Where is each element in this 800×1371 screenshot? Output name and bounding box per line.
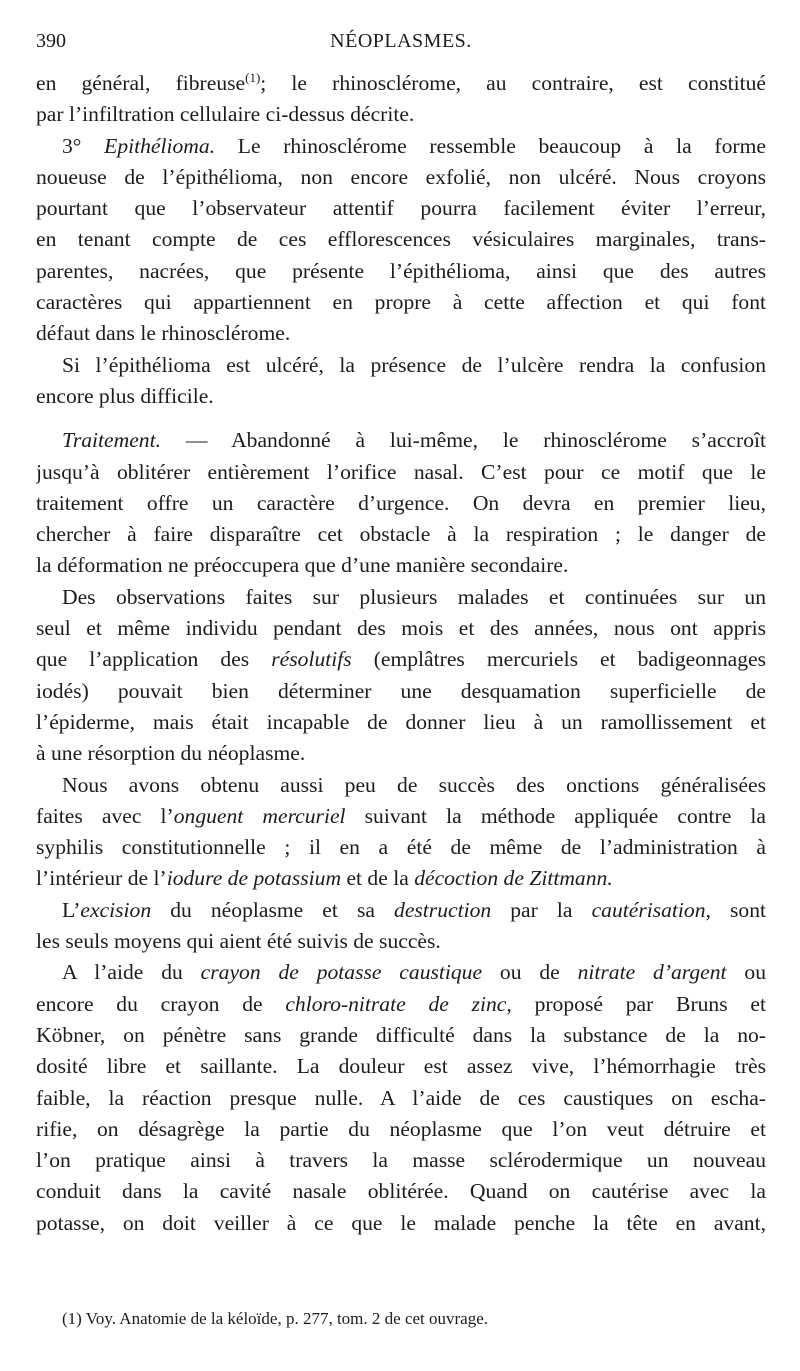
- text-line: à une résorption du néoplasme.: [36, 741, 306, 766]
- text-run: ou: [726, 960, 766, 985]
- text-run: l’intérieur de l’: [36, 866, 167, 891]
- text-line: la déformation ne préoccupera que d’une manière secondaire.: [36, 553, 569, 578]
- text-line: syphilis constitutionnelle ; il en a été de même de l’administration à: [36, 835, 766, 860]
- italic-text: crayon de potasse caustique: [200, 960, 483, 985]
- text-line: Si l’épithélioma est ulcéré, la présence de l’ulcère rendra la confusion: [62, 352, 766, 377]
- text-line: seul et même individu pendant des mois et des années, nous ont appris: [36, 616, 766, 641]
- text-run: 3°: [62, 133, 105, 158]
- italic-text: cautérisation,: [591, 897, 711, 922]
- text-line: pourtant que l’observateur attentif pourra facilement éviter l’erreur,: [36, 196, 766, 221]
- italic-text: iodure de potassium: [166, 866, 342, 891]
- text-line: [36, 425, 766, 456]
- text-line: potasse, on doit veiller à ce que le malade penche la tête en avant,: [36, 1210, 766, 1235]
- text-line: Des observations faites sur plusieurs malades et continuées sur un: [62, 584, 766, 609]
- paragraph-excision: [36, 895, 766, 958]
- text-line: encore plus difficile.: [36, 383, 214, 408]
- paragraph-onctions: [36, 770, 766, 895]
- italic-text: excision: [80, 897, 152, 922]
- italic-text: destruction: [394, 897, 492, 922]
- paragraph-observations: [36, 582, 766, 770]
- text-line: conduit dans la cavité nasale oblitérée. Quand on cautérise avec la: [36, 1179, 766, 1204]
- text-line: caractères qui appartiennent en propre à cette affection et qui font: [36, 290, 766, 315]
- italic-text: résolutifs: [271, 647, 352, 672]
- text-line: les seuls moyens qui aient été suivis de succès.: [36, 929, 441, 954]
- text-run: en général, fibreuse: [36, 71, 246, 95]
- text-line: l’on pratique ainsi à travers la masse sclérodermique un nouveau: [36, 1148, 766, 1173]
- text-run: du néoplasme et sa: [151, 897, 395, 922]
- text-line: chercher à faire disparaître cet obstacle à la respiration ; le danger de: [36, 522, 766, 547]
- text-line: défaut dans le rhinosclérome.: [36, 321, 291, 346]
- text-line: faible, la réaction presque nulle. A l’aide de ces caustiques on escha-: [36, 1085, 766, 1110]
- text-line: iodés) pouvait bien déterminer une desquamation superficielle de: [36, 678, 766, 703]
- text-line: [36, 863, 766, 894]
- text-run: A l’aide du: [62, 960, 201, 985]
- paragraph-differential-fibroma: [36, 68, 766, 131]
- italic-text: onguent mercuriel: [173, 803, 346, 828]
- text-run: L’: [62, 897, 81, 922]
- footnote: (1) Voy. Anatomie de la kéloïde, p. 277, tom. 2 de cet ouvrage.: [62, 1309, 489, 1328]
- text-run: par la: [491, 897, 592, 922]
- text-line: par l’infiltration cellulaire ci-dessus décrite.: [36, 102, 415, 127]
- paragraph-ulcerated: [36, 350, 766, 413]
- italic-text: chloro-nitrate de zinc,: [285, 991, 512, 1016]
- text-run: (emplâtres mercuriels et badigeonnages: [351, 647, 766, 672]
- text-run: sont: [710, 897, 766, 922]
- text-line: [36, 801, 766, 832]
- text-line: noueuse de l’épithélioma, non encore exfolié, non ulcéré. Nous croyons: [36, 164, 766, 189]
- text-line: parentes, nacrées, que présente l’épithélioma, ainsi que des autres: [36, 258, 766, 283]
- text-line: [36, 957, 766, 988]
- text-line: l’épiderme, mais était incapable de donner lieu à un ramollissement et: [36, 709, 766, 734]
- paragraph-epithelioma: [36, 131, 766, 350]
- text-line: Köbner, on pénètre sans grande difficulté dans la substance de la no-: [36, 1022, 766, 1047]
- text-run: que l’application des: [36, 647, 272, 672]
- page-body: [36, 68, 766, 1239]
- text-run: ; le rhinosclérome, au contraire, est constitué: [260, 71, 766, 95]
- text-line: [36, 68, 766, 99]
- footnote-ref[interactable]: (1): [245, 69, 261, 85]
- paragraph-caustics: [36, 957, 766, 1239]
- page-number: 390: [36, 30, 66, 52]
- text-line: en tenant compte de ces efflorescences vésiculaires marginales, trans-: [36, 227, 766, 252]
- text-line: jusqu’à oblitérer entièrement l’orifice nasal. C’est pour ce motif que le: [36, 459, 766, 484]
- page-header: [36, 30, 766, 60]
- text-line: [36, 895, 766, 926]
- text-run: faites avec l’: [36, 803, 174, 828]
- text-run: Le rhinosclérome ressemble beaucoup à la forme: [215, 133, 766, 158]
- text-run: ou de: [482, 960, 578, 985]
- italic-text: nitrate d’argent: [577, 960, 727, 985]
- paragraph-treatment: [36, 425, 766, 581]
- text-run: suivant la méthode appliquée contre la: [345, 803, 766, 828]
- text-line: [36, 131, 766, 162]
- text-line: dosité libre et saillante. La douleur est assez vive, l’hémorrhagie très: [36, 1054, 766, 1079]
- italic-text: décoction de Zittmann.: [414, 866, 613, 891]
- text-line: [36, 644, 766, 675]
- text-run: — Abandonné à lui-même, le rhinosclérome s’accroît: [160, 428, 766, 453]
- text-line: [36, 989, 766, 1020]
- text-run: proposé par Bruns et: [511, 991, 766, 1016]
- section-heading-treatment: Traitement.: [62, 428, 161, 453]
- text-line: rifie, on désagrège la partie du néoplasme que l’on veut détruire et: [36, 1116, 766, 1141]
- text-run: encore du crayon de: [36, 991, 286, 1016]
- text-run: et de la: [341, 866, 415, 891]
- running-title: NÉOPLASMES.: [330, 30, 472, 52]
- text-line: Nous avons obtenu aussi peu de succès des onctions généralisées: [62, 772, 766, 797]
- italic-text: Epithélioma.: [104, 133, 216, 158]
- text-line: traitement offre un caractère d’urgence. On devra en premier lieu,: [36, 490, 766, 515]
